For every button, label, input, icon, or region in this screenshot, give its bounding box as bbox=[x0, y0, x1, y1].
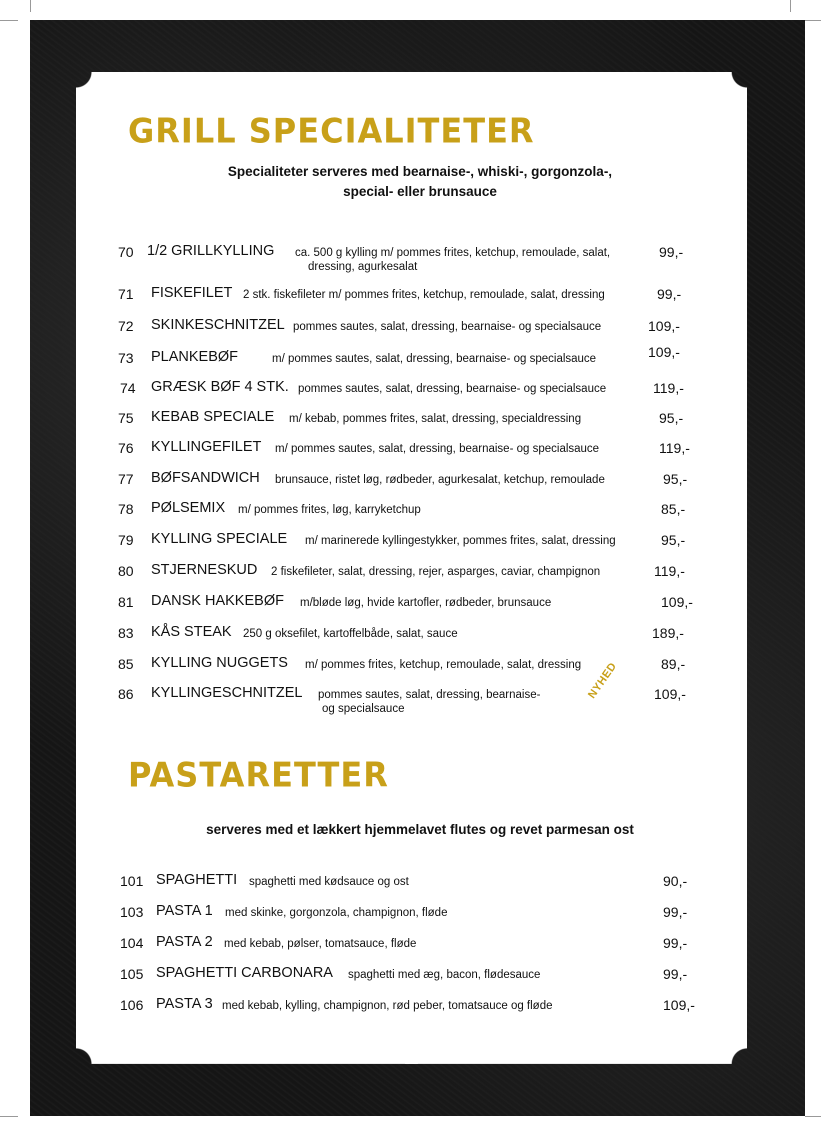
item-number: 78 bbox=[118, 501, 134, 517]
item-price: 99,- bbox=[659, 244, 684, 260]
grill-menu-item bbox=[0, 686, 821, 716]
pasta-menu-item bbox=[0, 997, 821, 1027]
pasta-subtitle: serveres med et lækkert hjemmelavet flutes og revet parmesan ost bbox=[206, 822, 634, 837]
grill-menu-item bbox=[0, 286, 821, 316]
item-number: 76 bbox=[118, 440, 134, 456]
item-description: m/ pommes frites, løg, karryketchup bbox=[238, 504, 421, 516]
item-name: 1/2 GRILLKYLLING bbox=[147, 243, 275, 259]
item-price: 95,- bbox=[659, 410, 684, 426]
item-number: 72 bbox=[118, 318, 134, 334]
item-number: 85 bbox=[118, 656, 134, 672]
item-price: 99,- bbox=[663, 904, 688, 920]
item-number: 106 bbox=[120, 997, 144, 1013]
item-description: 2 fiskefileter, salat, dressing, rejer, asparges, caviar, champignon bbox=[271, 566, 601, 578]
pasta-menu-item bbox=[0, 966, 821, 996]
item-name: PASTA 2 bbox=[156, 934, 213, 950]
item-description: med kebab, kylling, champignon, rød peber, tomatsauce og fløde bbox=[222, 1000, 553, 1012]
item-price: 99,- bbox=[663, 966, 688, 982]
item-number: 83 bbox=[118, 625, 134, 641]
item-number: 104 bbox=[120, 935, 144, 951]
item-price: 89,- bbox=[661, 656, 686, 672]
item-number: 73 bbox=[118, 350, 134, 366]
item-number: 101 bbox=[120, 873, 144, 889]
pasta-menu-item bbox=[0, 935, 821, 965]
grill-menu-item bbox=[0, 344, 821, 380]
item-name: GRÆSK BØF 4 STK. bbox=[151, 379, 289, 395]
item-name: KÅS STEAK bbox=[151, 624, 232, 640]
item-price: 119,- bbox=[653, 380, 684, 396]
item-number: 77 bbox=[118, 471, 134, 487]
item-price: 109,- bbox=[654, 686, 686, 702]
item-name: SPAGHETTI CARBONARA bbox=[156, 965, 333, 981]
item-price: 99,- bbox=[657, 286, 682, 302]
item-name: BØFSANDWICH bbox=[151, 470, 260, 486]
pasta-menu-item bbox=[0, 904, 821, 934]
crop-mark bbox=[805, 1116, 821, 1117]
item-price: 109,- bbox=[661, 594, 693, 610]
item-description: m/ pommes sautes, salat, dressing, bearnaise- og specialsauce bbox=[275, 443, 600, 455]
item-name: KYLLING NUGGETS bbox=[151, 655, 288, 671]
grill-menu-item bbox=[0, 244, 821, 274]
item-name: PØLSEMIX bbox=[151, 500, 226, 516]
item-description: med kebab, pølser, tomatsauce, fløde bbox=[224, 938, 417, 950]
pasta-menu-item bbox=[0, 873, 821, 903]
grill-menu-item bbox=[0, 532, 821, 562]
item-name: SPAGHETTI bbox=[156, 872, 238, 888]
item-price: 189,- bbox=[652, 625, 684, 641]
item-name: PASTA 3 bbox=[156, 996, 213, 1012]
item-price: 109,- bbox=[648, 318, 680, 334]
item-number: 79 bbox=[118, 532, 134, 548]
item-number: 75 bbox=[118, 410, 134, 426]
item-description: brunsauce, ristet løg, rødbeder, agurkesalat, ketchup, remoulade bbox=[275, 474, 605, 486]
grill-menu-item bbox=[0, 318, 821, 348]
item-number: 81 bbox=[118, 594, 134, 610]
grill-subtitle-line2: special- eller brunsauce bbox=[343, 184, 497, 199]
grill-subtitle-line1: Specialiteter serveres med bearnaise-, whiski-, gorgonzola-, bbox=[227, 164, 613, 179]
item-name: STJERNESKUD bbox=[151, 562, 258, 578]
item-description: m/ pommes sautes, salat, dressing, bearnaise- og specialsauce bbox=[272, 353, 597, 365]
grill-section-title: GRILL SPECIALITETER bbox=[128, 111, 535, 151]
item-description: m/ kebab, pommes frites, salat, dressing, specialdressing bbox=[289, 413, 582, 425]
item-description: pommes sautes, salat, dressing, bearnaise- bbox=[318, 689, 541, 701]
item-number: 74 bbox=[120, 380, 136, 396]
item-name: KEBAB SPECIALE bbox=[151, 409, 275, 425]
grill-menu-item bbox=[0, 625, 821, 655]
grill-menu-item bbox=[0, 440, 821, 470]
item-number: 86 bbox=[118, 686, 134, 702]
item-description: spaghetti med æg, bacon, flødesauce bbox=[348, 969, 541, 981]
item-description: pommes sautes, salat, dressing, bearnaise- og specialsauce bbox=[293, 321, 602, 333]
grill-menu-item bbox=[0, 410, 821, 440]
item-price: 109,- bbox=[663, 997, 695, 1013]
item-description: m/ marinerede kyllingestykker, pommes frites, salat, dressing bbox=[305, 535, 616, 547]
grill-menu-item bbox=[0, 380, 821, 410]
item-price: 95,- bbox=[661, 532, 686, 548]
item-name: KYLLINGESCHNITZEL bbox=[151, 685, 303, 701]
item-price: 99,- bbox=[663, 935, 688, 951]
item-name: KYLLINGEFILET bbox=[151, 439, 262, 455]
crop-mark bbox=[790, 0, 791, 12]
crop-mark bbox=[805, 20, 821, 21]
item-description: m/ pommes frites, ketchup, remoulade, salat, dressing bbox=[305, 659, 582, 671]
item-name: DANSK HAKKEBØF bbox=[151, 593, 284, 609]
item-name: PLANKEBØF bbox=[151, 349, 239, 365]
grill-subtitle bbox=[150, 162, 690, 202]
item-price: 85,- bbox=[661, 501, 686, 517]
item-description: 2 stk. fiskefileter m/ pommes frites, ketchup, remoulade, salat, dressing bbox=[243, 289, 605, 301]
item-number: 105 bbox=[120, 966, 144, 982]
item-price: 95,- bbox=[663, 471, 688, 487]
new-badge: NYHED bbox=[586, 660, 620, 701]
grill-menu-item bbox=[0, 563, 821, 593]
item-description: ca. 500 g kylling m/ pommes frites, ketchup, remoulade, salat, bbox=[295, 247, 611, 259]
item-number: 71 bbox=[118, 286, 134, 302]
pasta-section-title: PASTARETTER bbox=[128, 755, 389, 795]
item-price: 119,- bbox=[654, 563, 685, 579]
item-description-continued: dressing, agurkesalat bbox=[308, 261, 418, 273]
item-description: spaghetti med kødsauce og ost bbox=[249, 876, 409, 888]
item-description: pommes sautes, salat, dressing, bearnaise- og specialsauce bbox=[298, 383, 607, 395]
grill-menu-item bbox=[0, 594, 821, 624]
item-number: 70 bbox=[118, 244, 134, 260]
item-number: 103 bbox=[120, 904, 144, 920]
grill-menu-item bbox=[0, 471, 821, 501]
item-number: 80 bbox=[118, 563, 134, 579]
crop-mark bbox=[0, 1116, 18, 1117]
item-name: PASTA 1 bbox=[156, 903, 213, 919]
item-name: FISKEFILET bbox=[151, 285, 233, 301]
item-name: SKINKESCHNITZEL bbox=[151, 317, 285, 333]
grill-menu-item bbox=[0, 656, 821, 686]
item-name: KYLLING SPECIALE bbox=[151, 531, 288, 547]
item-price: 109,- bbox=[648, 344, 680, 360]
item-description: med skinke, gorgonzola, champignon, fløde bbox=[225, 907, 448, 919]
item-price: 90,- bbox=[663, 873, 688, 889]
grill-menu-item bbox=[0, 501, 821, 531]
item-description: 250 g oksefilet, kartoffelbåde, salat, sauce bbox=[243, 628, 458, 640]
item-price: 119,- bbox=[659, 440, 690, 456]
item-description: m/bløde løg, hvide kartofler, rødbeder, brunsauce bbox=[300, 597, 552, 609]
crop-mark bbox=[0, 20, 18, 21]
crop-mark bbox=[30, 0, 31, 12]
item-description-continued: og specialsauce bbox=[322, 703, 405, 715]
